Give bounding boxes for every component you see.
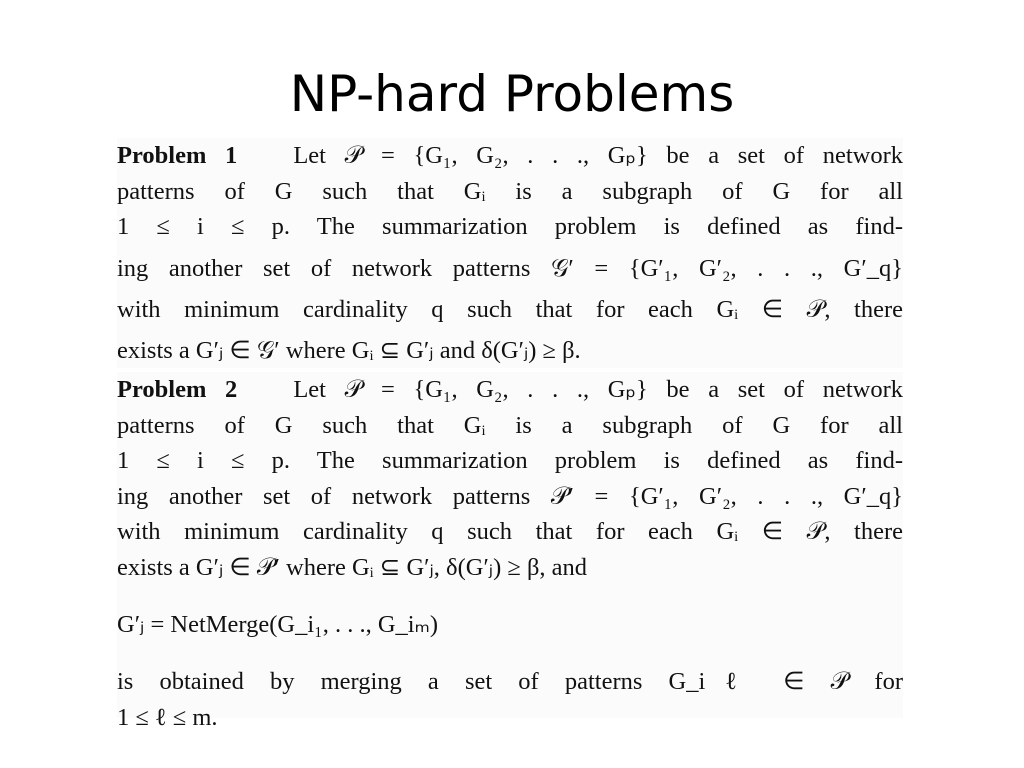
problem-2-line-3: 1 ≤ i ≤ p. The summarization problem is defined as find- bbox=[117, 447, 903, 474]
slide-title: NP-hard Problems bbox=[289, 65, 735, 123]
problem-2-line-5: with minimum cardinality q such that for each Gᵢ ∈ 𝒫, there bbox=[117, 518, 903, 545]
problem-2-closing-line-1: is obtained by merging a set of patterns G_iℓ ∈ 𝒫 for bbox=[117, 668, 903, 695]
problem-1-line-1-text: Let 𝒫 = {G₁, G₂, . . ., Gₚ} be a set of network bbox=[293, 142, 903, 169]
problem-2-line-1 bbox=[117, 372, 903, 408]
problem-1-line-5: with minimum cardinality q such that for each Gᵢ ∈ 𝒫, there bbox=[117, 295, 903, 323]
problem-2-line-1-text: Let 𝒫 = {G₁, G₂, . . ., Gₚ} be a set of network bbox=[293, 376, 903, 403]
problem-2-line-4: ing another set of network patterns 𝒫′ = {G′₁, G′₂, . . ., G′_q} bbox=[117, 482, 903, 510]
problem-1-line-1 bbox=[117, 138, 903, 174]
problem-1-block bbox=[117, 138, 903, 368]
problem-2-heading: Problem 2 bbox=[117, 376, 238, 403]
problem-2-block bbox=[117, 372, 903, 731]
problem-1-line-3: 1 ≤ i ≤ p. The summarization problem is defined as find- bbox=[117, 213, 903, 240]
problem-2-equation: G′ⱼ = NetMerge(G_i₁, . . ., G_iₘ) bbox=[117, 611, 439, 638]
problem-1-line-2: patterns of G such that Gᵢ is a subgraph of G for all bbox=[117, 177, 903, 205]
problem-2-closing-line-2: 1 ≤ ℓ ≤ m. bbox=[117, 703, 218, 731]
problem-2-line-6: exists a G′ⱼ ∈ 𝒫′ where Gᵢ ⊆ G′ⱼ, δ(G′ⱼ) ≥ β, and bbox=[117, 553, 588, 581]
problem-1-line-6: exists a G′ⱼ ∈ 𝒢′ where Gᵢ ⊆ G′ⱼ and δ(G′ⱼ) ≥ β. bbox=[117, 337, 581, 364]
problem-1-heading: Problem 1 bbox=[117, 142, 238, 169]
problem-1-line-4: ing another set of network patterns 𝒢′ = {G′₁, G′₂, . . ., G′_q} bbox=[117, 254, 903, 282]
problem-2-line-2: patterns of G such that Gᵢ is a subgraph of G for all bbox=[117, 411, 903, 439]
